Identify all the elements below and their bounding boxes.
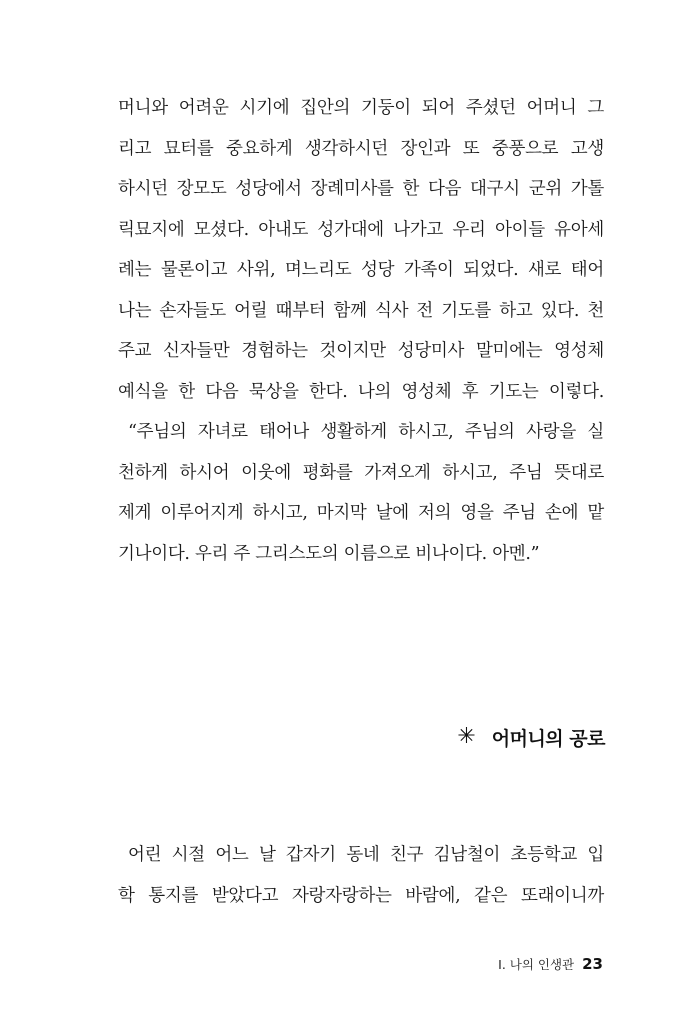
text-line: “주님의 자녀로 태어나 생활하게 하시고, 주님의 사랑을 실 [128,422,604,442]
text-line: 나는 손자들도 어릴 때부터 함께 식사 전 기도를 하고 있다. 천 [118,300,604,321]
text-line: 어린 시절 어느 날 갑자기 동네 친구 김남철이 초등학교 입 [128,845,604,865]
text-line: 릭묘지에 모셨다. 아내도 성가대에 나가고 우리 아이들 유아세 [118,219,604,240]
text-line: 학 통지를 받았다고 자랑자랑하는 바람에, 같은 또래이니까 [118,885,604,906]
page-number: 23 [582,955,603,973]
text-line: 리고 묘터를 중요하게 생각하시던 장인과 또 중풍으로 고생 [118,138,604,159]
text-line: 제게 이루어지게 하시고, 마지막 날에 저의 영을 주님 손에 맡 [118,503,604,523]
running-footer-section: Ⅰ. 나의 인생관 [498,957,575,972]
page-footer [498,955,603,973]
body-paragraph-1 [118,88,604,574]
asterisk-icon: ✳ [457,724,476,749]
text-line: 천하게 하시어 이웃에 평화를 가져오게 하시고, 주님 뜻대로 [118,462,604,483]
body-paragraph-2 [118,835,604,916]
section-heading [457,721,605,753]
text-line: 예식을 한 다음 묵상을 한다. 나의 영성체 후 기도는 이렇다. [118,381,604,402]
text-line: 하시던 장모도 성당에서 장례미사를 한 다음 대구시 군위 가톨 [118,179,604,199]
text-line: 례는 물론이고 사위, 며느리도 성당 가족이 되었다. 새로 태어 [118,260,604,280]
text-line: 기나이다. 우리 주 그리스도의 이름으로 비나이다. 아멘.” [118,543,540,564]
text-line: 머니와 어려운 시기에 집안의 기둥이 되어 주셨던 어머니 그 [118,98,604,118]
section-title: 어머니의 공로 [491,727,605,750]
text-line: 주교 신자들만 경험하는 것이지만 성당미사 말미에는 영성체 [118,341,604,361]
